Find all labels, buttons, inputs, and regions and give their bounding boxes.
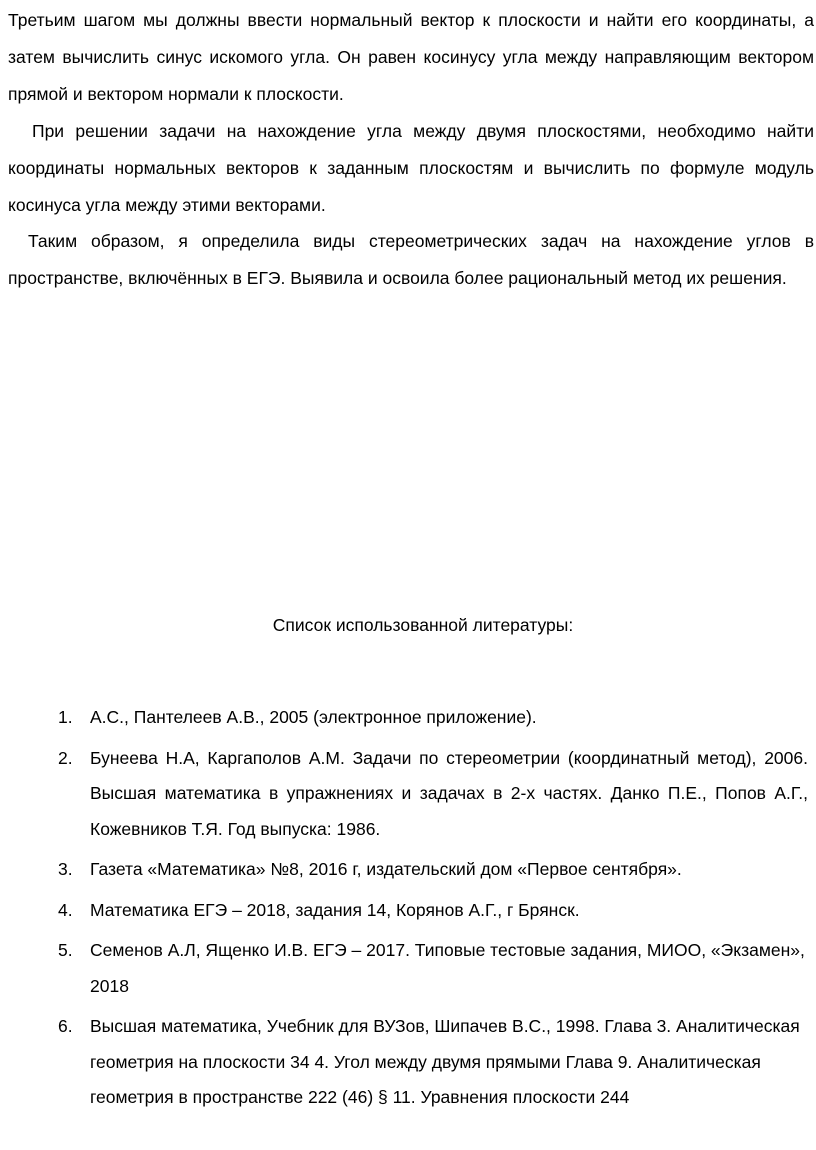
paragraph-normal-vector: Третьим шагом мы должны ввести нормальный вектор к плоскости и найти его координаты, а затем вычислить синус искомого угла. Он равен косинусу угла между направляющим вектором прямой и вектором нормали к плоскости.: [8, 10, 814, 104]
reference-number: 6.: [58, 1016, 73, 1036]
reference-text: Газета «Математика» №8, 2016 г, издательский дом «Первое сентября».: [90, 859, 682, 879]
references-title: Список использованной литературы:: [272, 615, 574, 635]
reference-number: 4.: [58, 899, 73, 920]
reference-text: А.С., Пантелеев А.В., 2005 (электронное приложение).: [90, 707, 537, 727]
references-list: [0, 700, 816, 1121]
reference-text: Математика ЕГЭ – 2018, задания 14, Корянов А.Г., г Брянск.: [90, 899, 580, 920]
reference-text: Семенов А.Л, Ященко И.В. ЕГЭ – 2017. Типовые тестовые задания, МИОО, «Экзамен», 2018: [90, 940, 805, 996]
reference-text: Высшая математика, Учебник для ВУЗов, Шипачев В.С., 1998. Глава 3. Аналитическая геометрия на плоскости 34 4. Угол между двумя прямыми Глава 9. Аналитическая геометрия в пространстве 222 (46) § 11. Уравнения плоскости 244: [90, 1016, 800, 1107]
paragraph-angle-between-planes: При решении задачи на нахождение угла между двумя плоскостями, необходимо найти координаты нормальных векторов к заданным плоскостям и вычислить по формуле модуль косинуса угла между этими векторами.: [8, 121, 814, 215]
reference-item: [0, 852, 816, 888]
reference-item: [0, 741, 816, 848]
paragraph-conclusion: Таким образом, я определила виды стереометрических задач на нахождение углов в пространстве, включённых в ЕГЭ. Выявила и освоила более рациональный метод их решения.: [8, 231, 814, 288]
reference-item: [0, 700, 816, 736]
reference-number: 3.: [58, 859, 73, 879]
reference-text: Бунеева Н.А, Каргаполов А.М. Задачи по стереометрии (координатный метод), 2006. Высшая математика в упражнениях и задачах в 2-х частях. Данко П.Е., Попов А.Г., Кожевников Т.Я. Год выпуска: 1986.: [90, 747, 808, 839]
reference-number: 5.: [58, 940, 73, 960]
reference-number: 2.: [58, 747, 73, 768]
reference-item: [0, 933, 816, 1004]
reference-number: 1.: [58, 707, 73, 727]
reference-item: [0, 893, 816, 929]
reference-item: [0, 1009, 816, 1116]
